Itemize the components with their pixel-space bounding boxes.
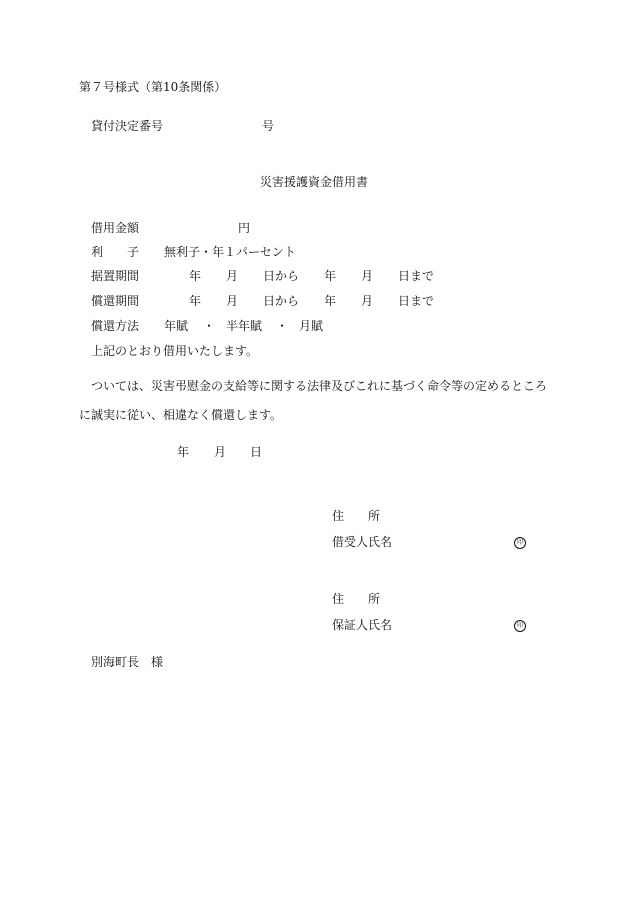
repayment-method-label: 償還方法 xyxy=(91,319,140,333)
body-line-1: ついては、災害弔慰金の支給等に関する法律及びこれに基づく命令等の定めるところ xyxy=(91,379,548,393)
loan-number-label: 貸付決定番号 xyxy=(91,119,164,133)
method-separator-1: ・ xyxy=(203,319,216,333)
deferment-month-start: 月 xyxy=(226,269,239,283)
document-title: 災害援護資金借用書 xyxy=(260,175,369,189)
repayment-period-label: 償還期間 xyxy=(91,294,140,308)
repayment-month-end: 月 xyxy=(361,294,374,308)
deferment-label: 据置期間 xyxy=(91,269,140,283)
interest-label: 利 子 xyxy=(91,245,140,259)
guarantor-seal-icon: 印 xyxy=(514,620,526,632)
borrower-address-label: 住 所 xyxy=(332,509,381,523)
statement: 上記のとおり借用いたします。 xyxy=(91,344,259,358)
deferment-month-end: 月 xyxy=(361,269,374,283)
loan-number-suffix: 号 xyxy=(262,119,275,133)
interest-value: 無利子・年１パーセント xyxy=(164,245,296,259)
method-monthly: 月賦 xyxy=(299,319,324,333)
repayment-from: 日から xyxy=(263,294,300,308)
guarantor-name-label: 保証人氏名 xyxy=(332,618,393,632)
deferment-year-start: 年 xyxy=(189,269,202,283)
repayment-month-start: 月 xyxy=(226,294,239,308)
method-annual: 年賦 xyxy=(164,319,189,333)
amount-label: 借用金額 xyxy=(91,221,140,235)
body-line-2: に誠実に従い、相違なく償還します。 xyxy=(79,408,283,422)
method-semiannual: 半年賦 xyxy=(226,319,263,333)
form-header: 第７号様式（第10条関係） xyxy=(79,80,227,94)
deferment-until: 日まで xyxy=(398,269,435,283)
date-year: 年 xyxy=(177,445,190,459)
repayment-year-end: 年 xyxy=(324,294,337,308)
repayment-year-start: 年 xyxy=(189,294,202,308)
method-separator-2: ・ xyxy=(276,319,289,333)
date-month: 月 xyxy=(214,445,227,459)
borrower-seal-icon: 印 xyxy=(514,537,526,549)
addressee: 別海町長 様 xyxy=(91,655,164,669)
deferment-from: 日から xyxy=(263,269,300,283)
date-day: 日 xyxy=(250,445,263,459)
amount-unit: 円 xyxy=(238,221,251,235)
borrower-name-label: 借受人氏名 xyxy=(332,535,393,549)
deferment-year-end: 年 xyxy=(324,269,337,283)
repayment-until: 日まで xyxy=(398,294,435,308)
guarantor-address-label: 住 所 xyxy=(332,592,381,606)
